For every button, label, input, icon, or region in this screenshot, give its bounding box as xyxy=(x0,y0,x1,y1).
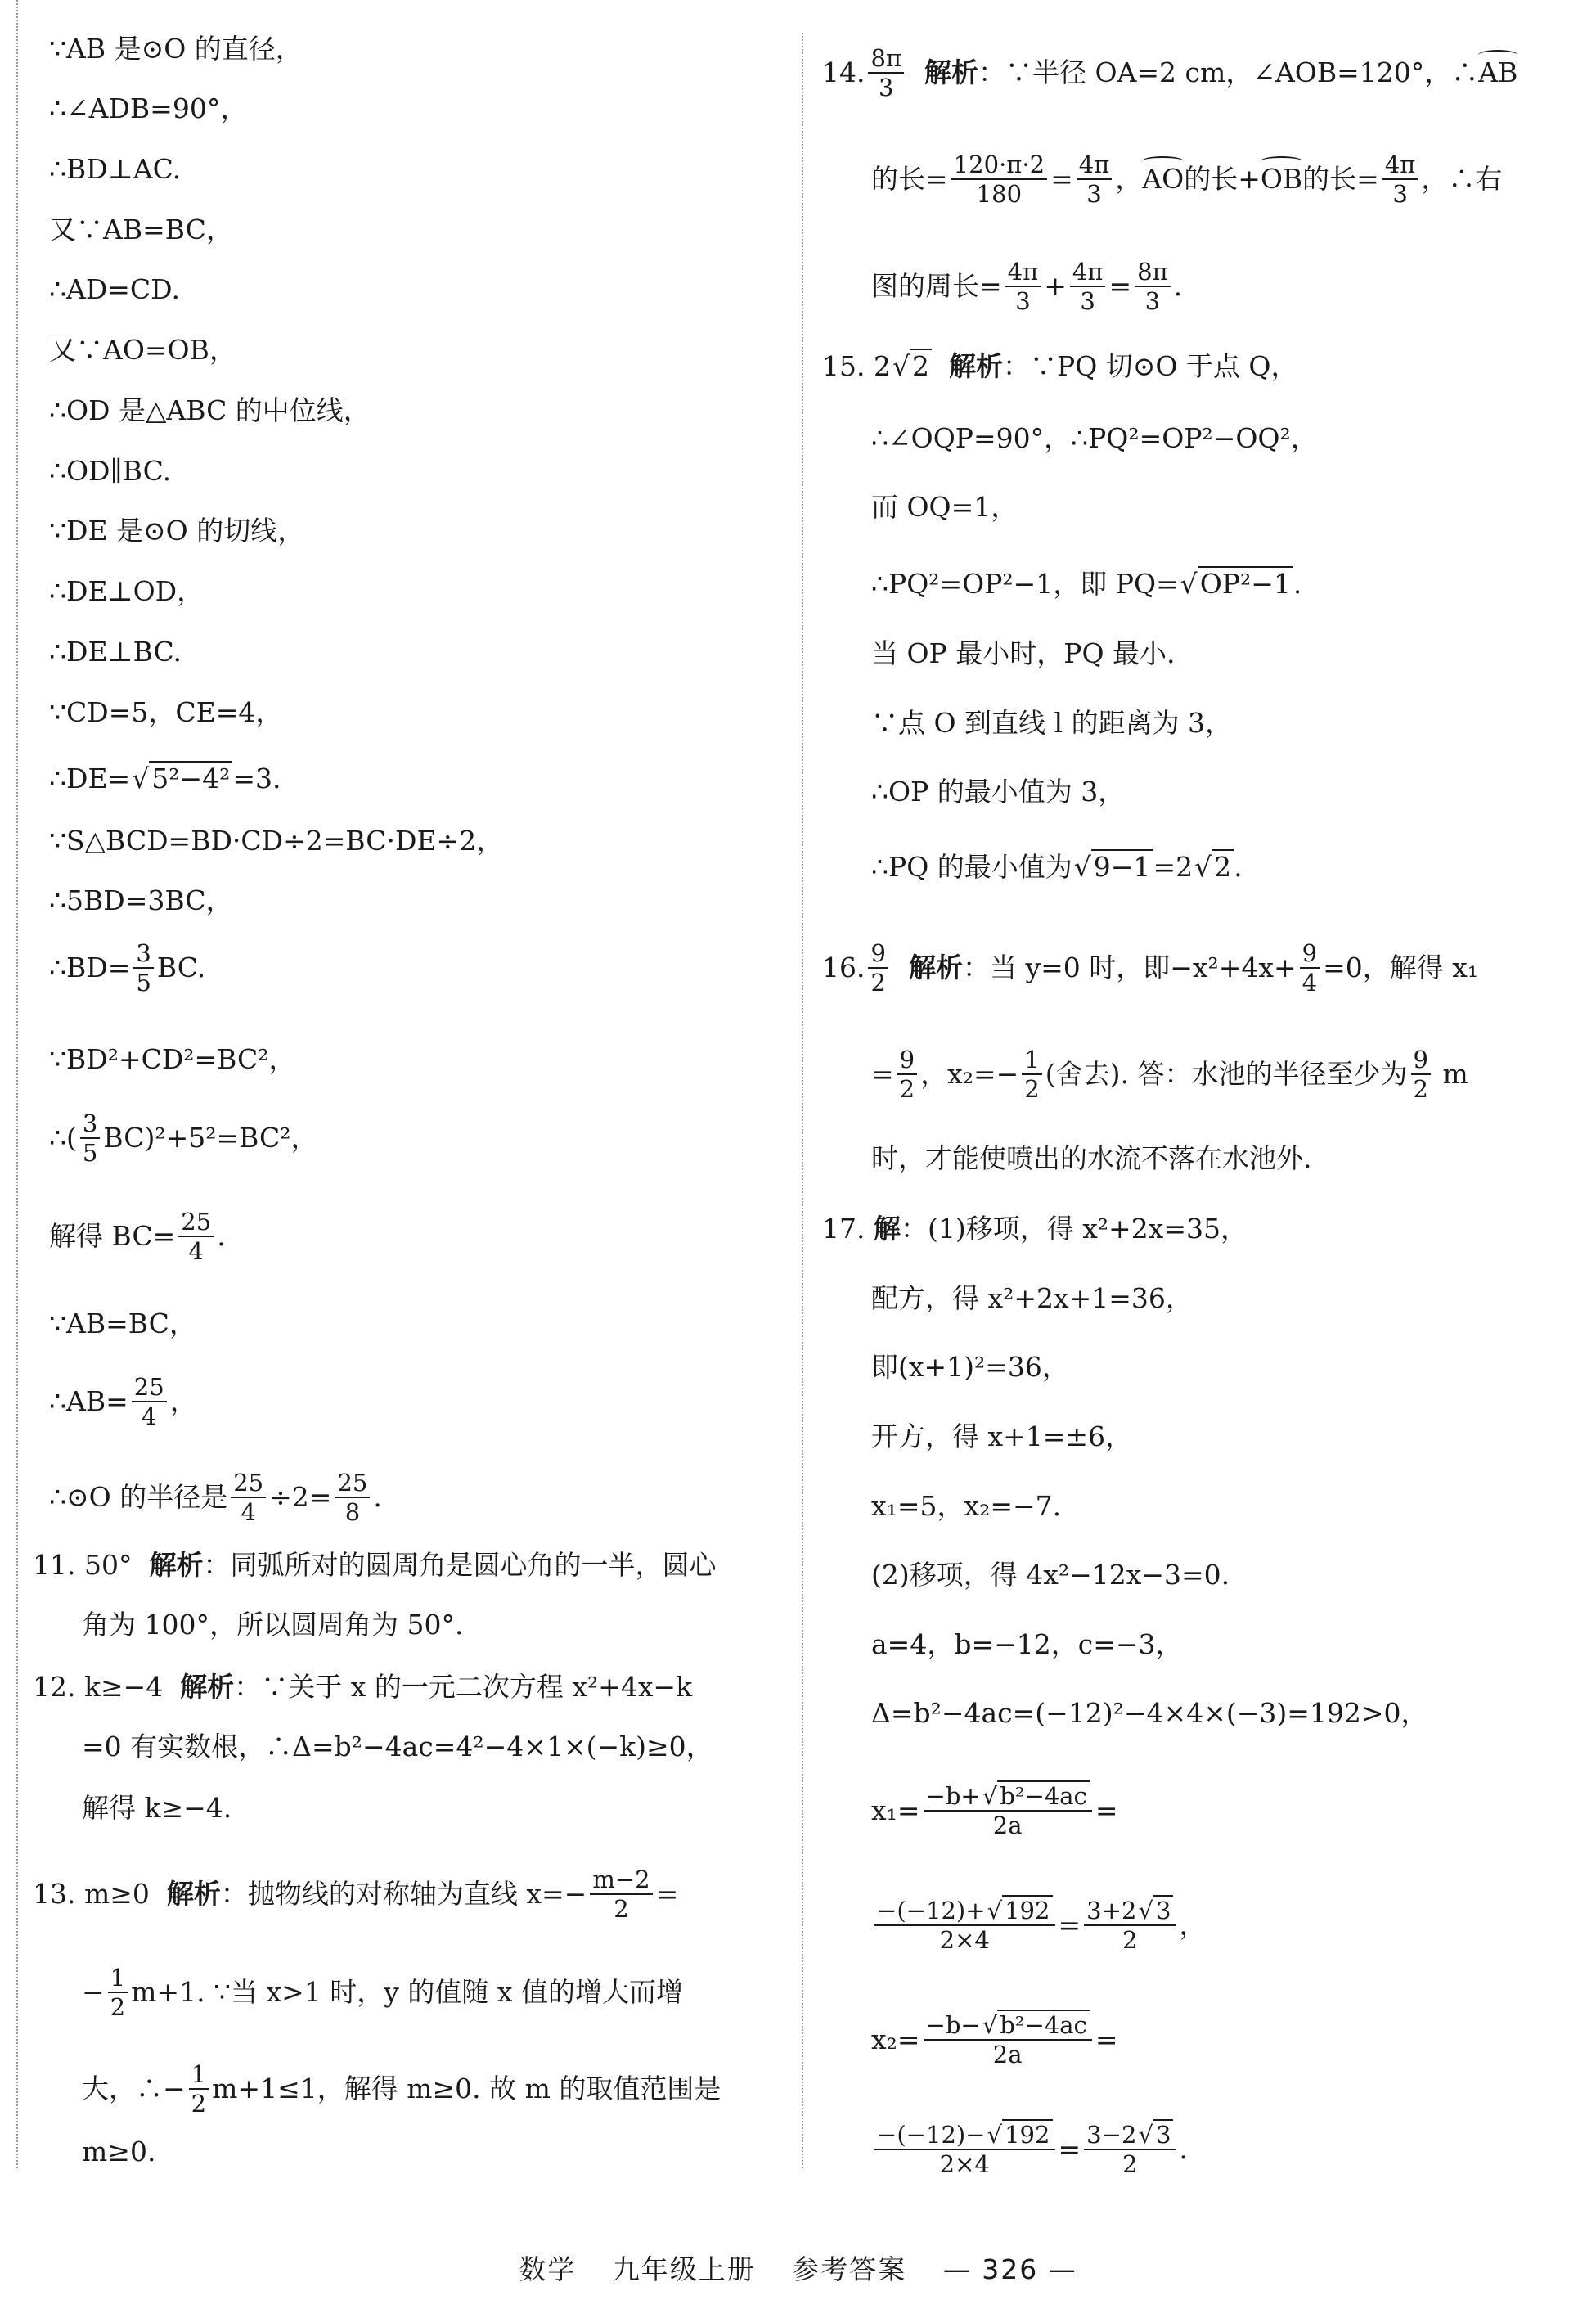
numerator: 4π xyxy=(1382,152,1418,180)
fraction xyxy=(868,941,888,996)
radicand: 3 xyxy=(1153,1895,1173,1924)
text: ， xyxy=(1179,1909,1207,1942)
text: ∵CD=5，CE=4， xyxy=(49,696,283,728)
text: ∵AB=BC， xyxy=(49,1308,196,1339)
sqrt: √ 192 xyxy=(987,2122,1053,2147)
arc-symbol: AB xyxy=(1478,56,1518,89)
denominator: 2×4 xyxy=(939,2150,990,2179)
text: 即(x+1)²=36， xyxy=(871,1351,1069,1383)
sqrt: √9−1 xyxy=(1074,851,1153,884)
text: = xyxy=(655,1878,679,1911)
numerator: 120·π·2 xyxy=(951,152,1047,180)
answer-number: 17. xyxy=(822,1213,865,1245)
line xyxy=(33,1549,716,1582)
text: ：(1)移项，得 x²+2x=35， xyxy=(900,1213,1248,1245)
denominator: 2a xyxy=(992,1812,1023,1840)
fraction xyxy=(1300,941,1320,996)
text: ，x₂=− xyxy=(920,1058,1019,1091)
text: . xyxy=(217,1220,226,1253)
radicand: 192 xyxy=(1002,2119,1052,2149)
footer-subject: 数学 xyxy=(519,2253,577,2285)
denominator: 2 xyxy=(110,1993,126,2022)
line xyxy=(49,825,503,857)
text: = xyxy=(1095,1794,1118,1827)
text: 当 OP 最小时，PQ 最小. xyxy=(871,637,1176,669)
line xyxy=(871,1559,1230,1591)
sqrt: √ b²−4ac xyxy=(982,2013,1090,2037)
fraction xyxy=(874,1898,1055,1953)
text: BC. xyxy=(156,952,206,984)
line xyxy=(49,763,281,795)
text: ∵点 O 到直线 l 的距离为 3， xyxy=(871,707,1233,739)
line xyxy=(82,1965,683,2020)
text: ∴⊙O 的半径是 xyxy=(49,1481,228,1514)
fraction xyxy=(1084,1898,1176,1953)
denominator: 2 xyxy=(1413,1075,1428,1104)
analysis-label: 解析 xyxy=(924,56,979,89)
text: 又∵AB=BC， xyxy=(49,214,233,245)
text: = xyxy=(1108,270,1132,303)
text: 开方，得 x+1=±6， xyxy=(871,1420,1133,1452)
text: 的长= xyxy=(1302,163,1379,196)
text: −(−12)+ xyxy=(877,1897,986,1924)
denominator: 2 xyxy=(191,2090,207,2118)
line xyxy=(871,776,1125,808)
radicand: 192 xyxy=(1002,1895,1052,1924)
fraction xyxy=(951,152,1047,207)
text: ∴DE⊥BC. xyxy=(49,636,182,668)
text: ∵BD²+CD²=BC²， xyxy=(49,1043,296,1075)
arc-symbol: AO xyxy=(1142,163,1185,196)
line xyxy=(871,1282,1193,1315)
line xyxy=(871,2013,1117,2068)
text: =3. xyxy=(232,763,281,794)
text: ：∵半径 OA=2 cm，∠AOB=120°，∴ xyxy=(978,56,1479,89)
text: ∴DE⊥OD， xyxy=(49,575,205,607)
line xyxy=(49,1111,317,1166)
fraction xyxy=(80,1111,100,1166)
text: ， xyxy=(169,1385,197,1418)
text: 图的周长= xyxy=(871,270,1002,303)
text: ∴( xyxy=(49,1122,77,1154)
line xyxy=(871,1784,1117,1839)
fraction xyxy=(590,1867,652,1922)
radicand: 5²−4² xyxy=(149,761,232,794)
text: −(−12)− xyxy=(877,2121,986,2149)
answer-number: 13. m≥0 xyxy=(33,1878,150,1911)
sqrt: √2 xyxy=(892,350,932,383)
page-number: — 326 — xyxy=(942,2253,1077,2285)
text: . xyxy=(1234,851,1243,883)
text: ∴AD=CD. xyxy=(49,273,180,305)
line xyxy=(49,1470,382,1525)
line xyxy=(871,1351,1069,1384)
line xyxy=(49,696,282,729)
text: 又∵AO=OB， xyxy=(49,334,236,366)
line xyxy=(871,707,1232,740)
line xyxy=(49,394,371,427)
text: ∴OP 的最小值为 3， xyxy=(871,776,1126,808)
text: 解得 BC= xyxy=(49,1220,176,1253)
line xyxy=(871,1490,1061,1523)
text: 大，∴− xyxy=(82,2073,186,2105)
radicand: OP²−1 xyxy=(1198,566,1293,600)
fraction xyxy=(1084,2122,1176,2177)
fraction xyxy=(133,941,153,996)
fraction xyxy=(924,2013,1092,2068)
denominator: 4 xyxy=(241,1498,256,1527)
numerator: 25 xyxy=(178,1209,214,1237)
denominator: 8 xyxy=(344,1498,361,1527)
analysis-label: 解析 xyxy=(908,952,963,984)
line xyxy=(49,636,182,668)
denominator: 5 xyxy=(82,1139,98,1168)
numerator: 4π xyxy=(1070,259,1106,287)
text: ∴5BD=3BC， xyxy=(49,884,233,916)
text: (舍去). 答：水池的半径至少为 xyxy=(1045,1058,1408,1091)
line xyxy=(822,46,1517,101)
denominator: 3 xyxy=(1144,287,1161,316)
denominator: 3 xyxy=(1015,287,1031,316)
line xyxy=(49,1209,226,1264)
answer-number: 12. k≥−4 xyxy=(33,1671,164,1703)
line xyxy=(822,1213,1248,1245)
line xyxy=(871,1420,1132,1453)
text: = xyxy=(871,1058,894,1091)
denominator: 4 xyxy=(188,1237,204,1266)
line xyxy=(871,422,1318,455)
radicand: 9−1 xyxy=(1091,849,1153,883)
denominator: 3 xyxy=(1080,287,1095,316)
answer-number: 14. xyxy=(822,56,865,89)
sqrt: √ b²−4ac xyxy=(982,1784,1090,1808)
line xyxy=(49,1043,296,1076)
text: . xyxy=(1179,2133,1188,2166)
footer-grade: 九年级上册 xyxy=(612,2253,756,2285)
answer-number: 11. 50° xyxy=(33,1549,133,1581)
fraction xyxy=(1077,152,1113,207)
line xyxy=(49,455,171,488)
numerator xyxy=(1084,2122,1176,2150)
text: BC)²+5²=BC²， xyxy=(103,1122,318,1154)
sqrt: √ 3 xyxy=(1138,2122,1173,2147)
line xyxy=(49,941,205,996)
numerator: 1 xyxy=(108,1965,128,1993)
text: Δ=b²−4ac=(−12)²−4×4×(−3)=192>0， xyxy=(871,1697,1428,1729)
text: ∴DE= xyxy=(49,763,131,794)
text: −b+ xyxy=(925,1782,981,1810)
arc-symbol: OB xyxy=(1260,163,1303,196)
numerator: 25 xyxy=(132,1375,167,1402)
text: ：抛物线的对称轴为直线 x=− xyxy=(220,1878,587,1911)
line xyxy=(49,33,303,65)
numerator: 1 xyxy=(1022,1047,1041,1075)
line xyxy=(871,1628,1183,1661)
text: ：∵PQ 切⊙O 于点 Q， xyxy=(1002,350,1298,382)
line xyxy=(871,152,1502,207)
denominator: 2 xyxy=(870,969,886,997)
footer-title: 参考答案 xyxy=(792,2253,907,2285)
analysis-label: 解析 xyxy=(948,350,1003,382)
fraction xyxy=(868,46,904,101)
denominator: 3 xyxy=(1086,180,1102,209)
denominator: 180 xyxy=(976,180,1023,209)
line xyxy=(49,273,180,306)
numerator: 1 xyxy=(189,2062,209,2090)
numerator: 25 xyxy=(231,1470,266,1498)
text: a=4，b=−12，c=−3， xyxy=(871,1628,1183,1660)
text: ∴∠ADB=90°， xyxy=(49,92,248,124)
sqrt: √5²−4² xyxy=(132,763,232,795)
fraction xyxy=(1005,259,1041,314)
text: ∴BD= xyxy=(49,952,131,984)
text: 配方，得 x²+2x+1=36， xyxy=(871,1282,1193,1314)
fraction xyxy=(178,1209,214,1264)
fraction xyxy=(1022,1047,1041,1102)
text: ∴AB= xyxy=(49,1385,128,1418)
text: m xyxy=(1442,1058,1468,1091)
text: m+1. ∵当 x>1 时，y 的值随 x 值的增大而增 xyxy=(131,1976,684,2009)
line xyxy=(871,259,1182,314)
text: m≥0. xyxy=(82,2136,156,2167)
denominator: 2 xyxy=(1122,1926,1138,1955)
numerator: 9 xyxy=(897,1047,917,1075)
text: ∴PQ 的最小值为 xyxy=(871,851,1072,883)
denominator: 3 xyxy=(1392,180,1408,209)
text: ∴OD 是△ABC 的中位线， xyxy=(49,394,371,426)
text: −b− xyxy=(925,2011,981,2039)
line xyxy=(82,1609,463,1641)
denominator: 4 xyxy=(1302,969,1318,997)
page-footer xyxy=(0,2248,1596,2287)
sqrt: √OP²−1 xyxy=(1180,568,1293,601)
numerator: 25 xyxy=(335,1470,370,1498)
line xyxy=(49,214,233,246)
text: . xyxy=(373,1481,382,1514)
radicand: b²−4ac xyxy=(997,2010,1090,2039)
text: ∴∠OQP=90°，∴PQ²=OP²−OQ²， xyxy=(871,422,1318,454)
text: + xyxy=(1044,270,1067,303)
line xyxy=(822,941,1478,996)
sqrt: √2 xyxy=(1194,851,1234,884)
text: . xyxy=(1293,568,1302,600)
analysis-label: 解析 xyxy=(149,1549,204,1581)
line xyxy=(871,1047,1468,1102)
line xyxy=(49,334,236,367)
line xyxy=(871,637,1175,670)
denominator: 5 xyxy=(136,969,151,997)
denominator: 2a xyxy=(992,2041,1023,2069)
text: = xyxy=(1095,2023,1118,2056)
line xyxy=(33,1867,678,1922)
line xyxy=(871,1898,1206,1953)
numerator: 9 xyxy=(1300,941,1320,969)
column-divider xyxy=(802,33,803,2168)
numerator xyxy=(874,2122,1055,2150)
line xyxy=(49,515,304,547)
text: ∵AB 是⊙O 的直径， xyxy=(49,33,303,65)
line xyxy=(33,1671,692,1704)
answer-number: 16. xyxy=(822,952,865,984)
fraction xyxy=(132,1375,167,1429)
line xyxy=(49,1308,196,1340)
radicand: 2 xyxy=(910,349,932,382)
fraction xyxy=(189,2062,209,2117)
denominator: 2 xyxy=(1122,2150,1138,2179)
text: ∴PQ²=OP²−1，即 PQ= xyxy=(871,568,1179,600)
fraction xyxy=(231,1470,266,1525)
line xyxy=(49,575,204,608)
analysis-label: 解析 xyxy=(180,1671,235,1703)
solution-label: 解 xyxy=(873,1213,901,1245)
text: 时，才能使喷出的水流不落在水池外. xyxy=(871,1142,1312,1174)
text: = xyxy=(1050,163,1073,196)
text: = xyxy=(1058,2133,1081,2166)
text: ∵S△BCD=BD·CD÷2=BC·DE÷2， xyxy=(49,825,504,857)
sqrt: √ 192 xyxy=(987,1898,1053,1923)
text: 3−2 xyxy=(1086,2121,1137,2149)
fraction xyxy=(924,1784,1092,1839)
text: =0，解得 x₁ xyxy=(1323,952,1479,984)
text: x₂= xyxy=(871,2023,920,2056)
numerator: 4π xyxy=(1005,259,1041,287)
line xyxy=(49,153,181,186)
answer-number: 15. 2 xyxy=(822,350,891,382)
fraction xyxy=(1135,259,1171,314)
line xyxy=(49,884,232,917)
line xyxy=(871,851,1243,884)
line xyxy=(49,92,247,125)
line xyxy=(49,1375,197,1429)
line xyxy=(871,1697,1428,1730)
numerator xyxy=(1084,1898,1176,1926)
numerator: 9 xyxy=(868,941,888,969)
text: x₁=5，x₂=−7. xyxy=(871,1490,1062,1522)
sqrt: √ 3 xyxy=(1138,1898,1173,1923)
numerator xyxy=(874,1898,1055,1926)
fraction xyxy=(1411,1047,1431,1102)
text: (2)移项，得 4x²−12x−3=0. xyxy=(871,1559,1230,1591)
text: ：同弧所对的圆周角是圆心角的一半，圆心 xyxy=(203,1549,717,1581)
text: ， xyxy=(1115,163,1143,196)
fraction xyxy=(108,1965,128,2020)
denominator: 3 xyxy=(879,74,894,102)
radicand: b²−4ac xyxy=(997,1780,1090,1810)
text: 角为 100°，所以圆周角为 50°. xyxy=(82,1609,464,1641)
line xyxy=(82,2062,721,2117)
numerator: 3 xyxy=(133,941,153,969)
denominator: 2 xyxy=(1024,1075,1040,1104)
fraction xyxy=(335,1470,370,1525)
radicand: 2 xyxy=(1212,849,1234,883)
line xyxy=(871,1142,1312,1175)
numerator: 3 xyxy=(80,1111,100,1139)
line xyxy=(82,1792,232,1825)
text: =0 有实数根，∴Δ=b²−4ac=4²−4×1×(−k)≥0， xyxy=(82,1731,713,1762)
line xyxy=(82,2136,155,2168)
text: ，∴右 xyxy=(1421,163,1503,196)
text: ÷2= xyxy=(269,1481,332,1514)
line xyxy=(822,350,1297,383)
text: x₁= xyxy=(871,1794,920,1827)
line xyxy=(871,568,1302,601)
denominator: 2 xyxy=(899,1075,915,1104)
numerator xyxy=(924,1784,1092,1812)
text: = xyxy=(1058,1909,1081,1942)
numerator: 8π xyxy=(1135,259,1171,287)
fraction xyxy=(874,2122,1055,2177)
numerator: 8π xyxy=(868,46,904,74)
text: 的长+ xyxy=(1184,163,1261,196)
line xyxy=(82,1731,713,1763)
text: 而 OQ=1， xyxy=(871,491,1018,523)
text: ∴BD⊥AC. xyxy=(49,153,182,185)
text: ∵DE 是⊙O 的切线， xyxy=(49,515,305,547)
numerator xyxy=(924,2013,1092,2041)
numerator: 9 xyxy=(1411,1047,1431,1075)
text: . xyxy=(1173,270,1183,303)
binding-margin-line xyxy=(16,0,18,2168)
numerator: m−2 xyxy=(590,1867,652,1895)
analysis-label: 解析 xyxy=(166,1878,221,1911)
fraction xyxy=(1382,152,1418,207)
radicand: 3 xyxy=(1153,2119,1173,2149)
denominator: 2 xyxy=(614,1895,629,1924)
text: − xyxy=(82,1976,105,2009)
text: 的长= xyxy=(871,163,948,196)
text: ：∵关于 x 的一元二次方程 x²+4x−k xyxy=(234,1671,693,1703)
text: =2 xyxy=(1153,851,1194,883)
numerator: 4π xyxy=(1077,152,1113,180)
text: 解得 k≥−4. xyxy=(82,1792,232,1824)
text: ：当 y=0 时，即−x²+4x+ xyxy=(962,952,1297,984)
text: m+1≤1，解得 m≥0. 故 m 的取值范围是 xyxy=(212,2073,722,2105)
fraction xyxy=(1070,259,1106,314)
text: ∴OD∥BC. xyxy=(49,455,172,487)
denominator: 2×4 xyxy=(939,1926,990,1955)
denominator: 4 xyxy=(141,1402,157,1431)
line xyxy=(871,491,1018,524)
fraction xyxy=(897,1047,917,1102)
text: 3+2 xyxy=(1086,1897,1137,1924)
line xyxy=(871,2122,1188,2177)
